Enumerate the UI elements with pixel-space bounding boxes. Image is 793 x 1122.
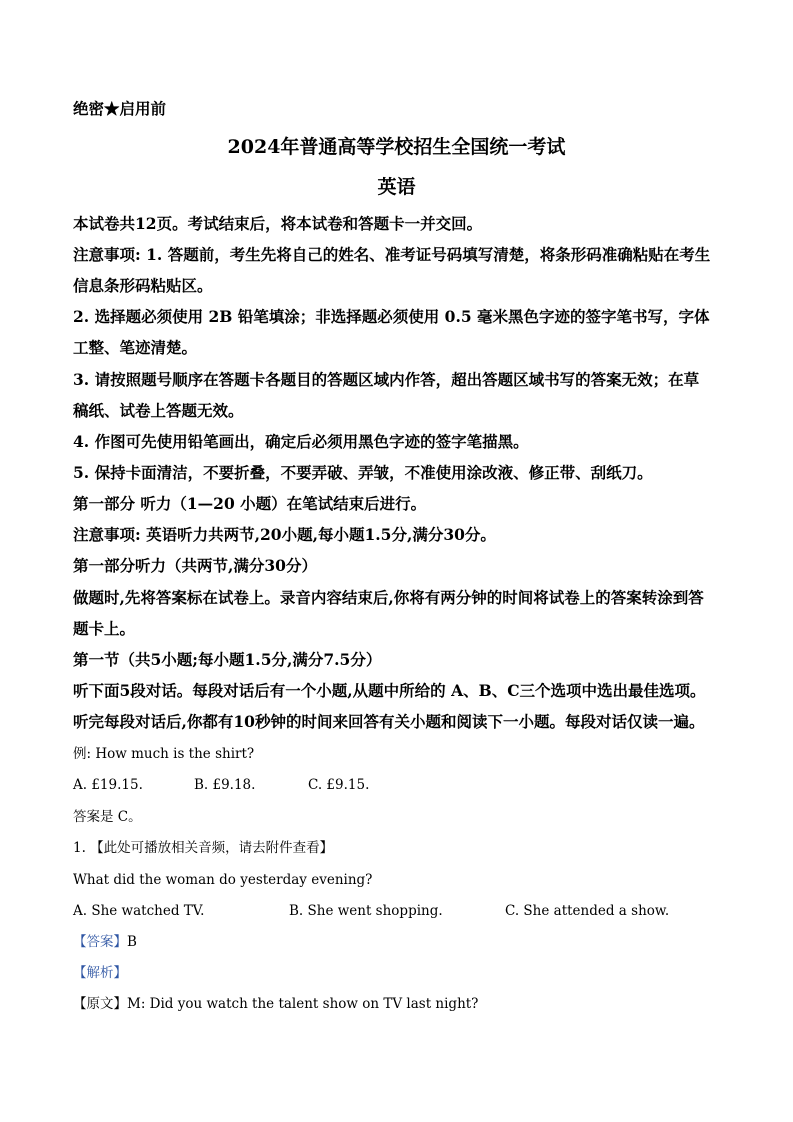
example-question: 例: How much is the shirt? [73, 746, 255, 762]
q1-audio-note: 1. 【此处可播放相关音频，请去附件查看】 [73, 840, 334, 856]
note-1-line-1: 注意事项: 1. 答题前，考生先将自己的姓名、准考证号码填写清楚，将条形码准确粘贴在考生 [73, 245, 711, 264]
note-4: 4. 作图可先使用铅笔画出，确定后必须用黑色字迹的签字笔描黑。 [73, 432, 529, 451]
example-option-a: A. £19.15. [73, 777, 143, 793]
original-label: 【原文】 [73, 996, 127, 1012]
note-2-line-1: 2. 选择题必须使用 2B 铅笔填涂；非选择题必须使用 0.5 毫米黑色字迹的签字笔书写，字体 [73, 307, 710, 326]
intro-line: 本试卷共12页。考试结束后，将本试卷和答题卡一并交回。 [73, 214, 483, 233]
instruction-line-1: 做题时,先将答案标在试卷上。录音内容结束后,你将有两分钟的时间将试卷上的答案转涂到答 [73, 588, 704, 607]
q1-question: What did the woman do yesterday evening? [73, 872, 373, 888]
q1-analysis-label: 【解析】 [73, 965, 127, 981]
secret-mark: 绝密★启用前 [73, 99, 167, 118]
q1-original [73, 995, 478, 1013]
example-option-b: B. £9.18. [194, 777, 256, 793]
note-2-line-2: 工整、笔迹清楚。 [73, 338, 198, 357]
exam-title: 2024年普通高等学校招生全国统一考试 [227, 136, 566, 158]
subject-title: 英语 [377, 176, 416, 198]
example-option-c: C. £9.15. [308, 777, 370, 793]
instruction-line-2: 题卡上。 [73, 619, 136, 638]
q1-answer [73, 933, 137, 951]
q1-option-a: A. She watched TV. [73, 903, 205, 919]
original-text: M: Did you watch the talent show on TV last night? [127, 996, 479, 1012]
section1-instruction-line-1: 听下面5段对话。每段对话后有一个小题,从题中所给的 A、B、C三个选项中选出最佳选项。 [73, 681, 706, 700]
section1-heading: 第一节（共5小题;每小题1.5分,满分7.5分） [73, 650, 382, 669]
note-1-line-2: 信息条形码粘贴区。 [73, 276, 213, 295]
note-3-line-2: 稿纸、试卷上答题无效。 [73, 401, 244, 420]
example-answer: 答案是 C。 [73, 809, 142, 825]
q1-option-c: C. She attended a show. [505, 903, 670, 919]
part1-heading: 第一部分 听力（1—20 小题）在笔试结束后进行。 [73, 494, 427, 513]
answer-label: 【答案】 [73, 934, 127, 950]
note-3-line-1: 3. 请按照题号顺序在答题卡各题目的答题区域内作答，超出答题区域书写的答案无效；在草 [73, 370, 700, 389]
answer-value: B [127, 934, 137, 950]
section1-instruction-line-2: 听完每段对话后,你都有10秒钟的时间来回答有关小题和阅读下一小题。每段对话仅读一遍。 [73, 712, 705, 731]
listening-note: 注意事项: 英语听力共两节,20小题,每小题1.5分,满分30分。 [73, 525, 496, 544]
part1-subheading: 第一部分听力（共两节,满分30分） [73, 556, 317, 575]
q1-option-b: B. She went shopping. [289, 903, 443, 919]
note-5: 5. 保持卡面清洁，不要折叠，不要弄破、弄皱，不准使用涂改液、修正带、刮纸刀。 [73, 463, 653, 482]
